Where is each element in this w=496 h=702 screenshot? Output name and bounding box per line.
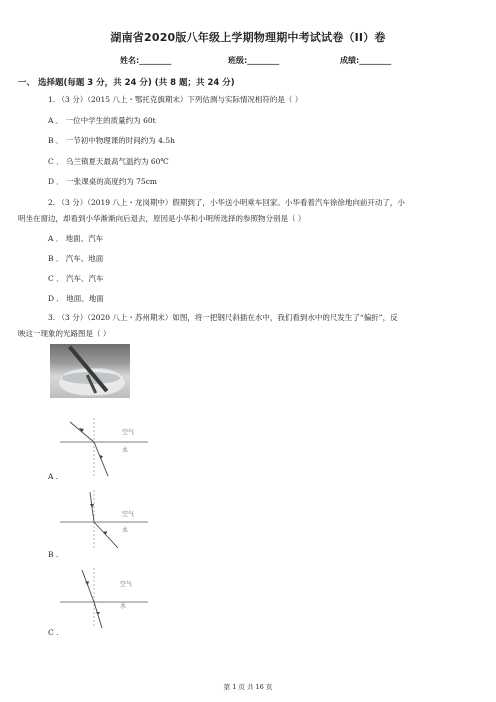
q1-stem: 1. （3 分）（2015 八上・鄂托克旗期末）下列估测与实际情况相符的是（ ）	[48, 95, 303, 104]
page-title: 湖南省2020版八年级上学期物理期中考试试卷（II）卷	[110, 31, 386, 44]
water-label: 水	[120, 603, 127, 610]
q3-stem-line1: 3. （3 分）（2020 八上・苏州期末）如图，将一把钢尺斜插在水中，我们看到水中的尺发生了“偏折”，反	[48, 313, 398, 322]
air-label: 空气	[122, 511, 135, 518]
q3-option-b: B .	[48, 550, 59, 559]
q3-option-c: C .	[48, 628, 59, 637]
air-label: 空气	[122, 429, 135, 436]
q1-option-a: A ． 一位中学生的质量约为 60t	[48, 116, 156, 125]
water-label: 水	[122, 527, 129, 534]
air-label: 空气	[120, 581, 133, 588]
q2-option-b: B ． 汽车、地面	[48, 254, 104, 263]
q3-stem-line2: 映这一现象的光路图是（ ）	[18, 329, 111, 338]
ruler-in-water-photo	[50, 344, 130, 398]
q2-option-d: D ． 地面、地面	[48, 294, 104, 303]
q2-stem-line2: 明坐在窗边，却看到小华渐渐向后退去，原因是小华和小明所选择的参照物分别是（ ）	[18, 214, 306, 223]
diagram-c	[60, 568, 150, 630]
name-field: 姓名:________	[120, 56, 172, 65]
q3-option-a: A .	[48, 472, 59, 481]
q2-option-a: A ． 地面、汽车	[48, 234, 104, 243]
q2-stem-line1: 2. （3 分）（2019 八上・龙岗期中）假期到了，小华送小明乘车回家。小华看着汽车徐徐地向前开动了，小	[48, 198, 405, 207]
q1-option-d: D ． 一张课桌的高度约为 75cm	[48, 177, 158, 186]
section-heading: 一、 选择题(每题 3 分，共 24 分) (共 8 题；共 24 分)	[18, 78, 235, 88]
diagram-b	[60, 490, 150, 552]
score-field: 成绩:________	[340, 56, 392, 65]
page-footer: 第 1 页 共 16 页	[223, 683, 273, 691]
diagram-a	[60, 418, 150, 480]
q2-option-c: C ． 汽车、汽车	[48, 274, 104, 283]
class-field: 班级:________	[228, 56, 280, 65]
water-label: 水	[122, 447, 129, 454]
q1-option-c: C ． 乌兰镇夏天最高气温约为 60℃	[48, 157, 169, 166]
q1-option-b: B ． 一节初中物理课的时间约为 4.5h	[48, 136, 175, 145]
